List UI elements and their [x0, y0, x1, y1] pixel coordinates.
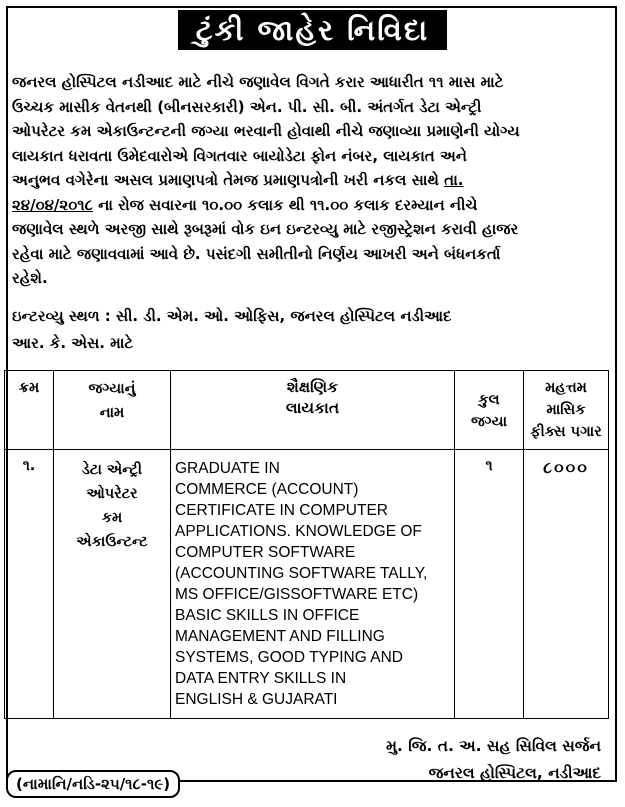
notice-body — [12, 70, 613, 291]
header-qual-line: શૈક્ષણિક — [286, 378, 339, 396]
post-line: ડેટા એન્ટ્રી — [81, 462, 143, 478]
qual-line: CERTIFICATE IN COMPUTER — [175, 502, 388, 519]
interview-venue: ઇન્ટરવ્યુ સ્થળ : સી. ડી. એમ. ઓ. ઓફિસ, જનરલ હોસ્પિટલ નડીઆદ — [12, 307, 452, 325]
qual-line: MANAGEMENT AND FILLING — [175, 628, 385, 645]
body-line: રહેવા માટે જણાવવામાં આવે છે. પસંદગી સમીતીનો નિર્ણય આખરી અને બંધનકર્તા — [12, 244, 501, 263]
header-qual-line: લાયકાત — [285, 399, 340, 417]
header-serial: ક્રમ — [5, 371, 54, 450]
header-pay-line: મહત્તમ — [545, 380, 587, 396]
header-count — [455, 371, 524, 450]
qual-line: ENGLISH & GUJARATI — [175, 691, 338, 708]
qual-line: MS OFFICE/GISSOFTWARE ETC) — [175, 586, 419, 603]
header-post-line: જગ્યાનું — [88, 381, 136, 397]
header-pay-line: ફીક્સ પગાર — [530, 424, 602, 440]
header-count-line: કુલ — [478, 392, 500, 408]
header-post — [54, 371, 171, 450]
header-pay — [524, 371, 609, 450]
body-line: જનરલ હોસ્પિટલ નડીઆદ માટે નીચે જણાવેલ વિગતે કરાર આધારીત ૧૧ માસ માટે — [12, 73, 504, 91]
row-count: ૧ — [455, 450, 524, 719]
body-line-date — [12, 193, 613, 218]
notice-title: ટુંકી જાહેર નિવિદા — [178, 10, 447, 50]
post-line: એકાઉન્ટન્ટ — [76, 534, 148, 550]
body-line: ઉચ્ચક માસીક વેતનથી (બીનસરકારી) એન. પી. સી. બી. અંતર્ગત ડેટા એન્ટ્રી — [12, 97, 482, 116]
header-post-line: નામ — [99, 405, 125, 421]
signature-block — [386, 733, 601, 787]
reference-number: (નામાનિ/નડિ-૨૫/૧૮-૧૯) — [6, 770, 180, 798]
row-post — [54, 450, 171, 719]
post-line: ઓપરેટર — [86, 486, 138, 502]
rks-line: આર. કે. એસ. માટે — [12, 334, 134, 352]
title-wrap — [0, 10, 625, 50]
row-pay: ૮૦૦૦ — [524, 450, 609, 719]
table-row — [5, 450, 609, 719]
header-pay-line: માસિક — [546, 402, 586, 418]
body-line: લાયકાત ધરાવતા ઉમેદવારોએ વિગતવાર બાયોડેટા ફોન નંબર, લાયકાત અને — [12, 146, 467, 165]
body-line-with-date — [12, 168, 613, 193]
post-line: કમ — [101, 510, 123, 526]
signature-line: મુ. જિ. ત. અ. સહ સિવિલ સર્જન — [386, 737, 601, 755]
header-qualification — [171, 371, 455, 450]
body-line: જણાવેલ સ્થળે અરજી સાથે રૂબરૂમાં વોક ઇન ઇન્ટરવ્યુ માટે રજીસ્ટ્રેશન કરાવી હાજર — [12, 220, 519, 238]
qual-line: (ACCOUNTING SOFTWARE TALLY, — [175, 565, 428, 582]
body-line-text: અનુભવ વગેરેના અસલ પ્રમાણપત્રો તેમજ પ્રમાણપત્રોની ખરી નકલ સાથે — [12, 171, 439, 189]
qual-line: COMMERCE (ACCOUNT) — [175, 481, 359, 498]
row-serial: ૧. — [5, 450, 54, 719]
interview-date-prefix: તા. — [444, 171, 464, 189]
qual-line: COMPUTER SOFTWARE — [175, 544, 356, 561]
table-header-row — [5, 371, 609, 450]
qual-line: BASIC SKILLS IN OFFICE — [175, 607, 360, 624]
qual-line: SYSTEMS, GOOD TYPING AND — [175, 649, 403, 666]
body-line-text: ના રોજ સવારના ૧૦.૦૦ કલાક થી ૧૧.૦૦ કલાક દરમ્યાન નીચે — [98, 195, 478, 214]
header-count-line: જગ્યા — [470, 414, 508, 430]
vacancy-table — [4, 370, 609, 719]
row-qualification — [171, 450, 455, 719]
body-line: ઓપરેટર કમ એકાઉન્ટન્ટની જગ્યા ભરવાની હોવાથી નીચે જણાવ્યા પ્રમાણેની યોગ્ય — [12, 122, 520, 140]
signature-line: જનરલ હોસ્પિટલ, નડીઆદ — [428, 764, 601, 782]
qual-line: APPLICATIONS. KNOWLEDGE OF — [175, 523, 422, 540]
interview-date: ૨૪/૦૪/૨૦૧૮ — [12, 195, 93, 214]
qual-line: GRADUATE IN — [175, 460, 280, 477]
body-line: રહેશે. — [12, 269, 48, 287]
qual-line: DATA ENTRY SKILLS IN — [175, 670, 347, 687]
